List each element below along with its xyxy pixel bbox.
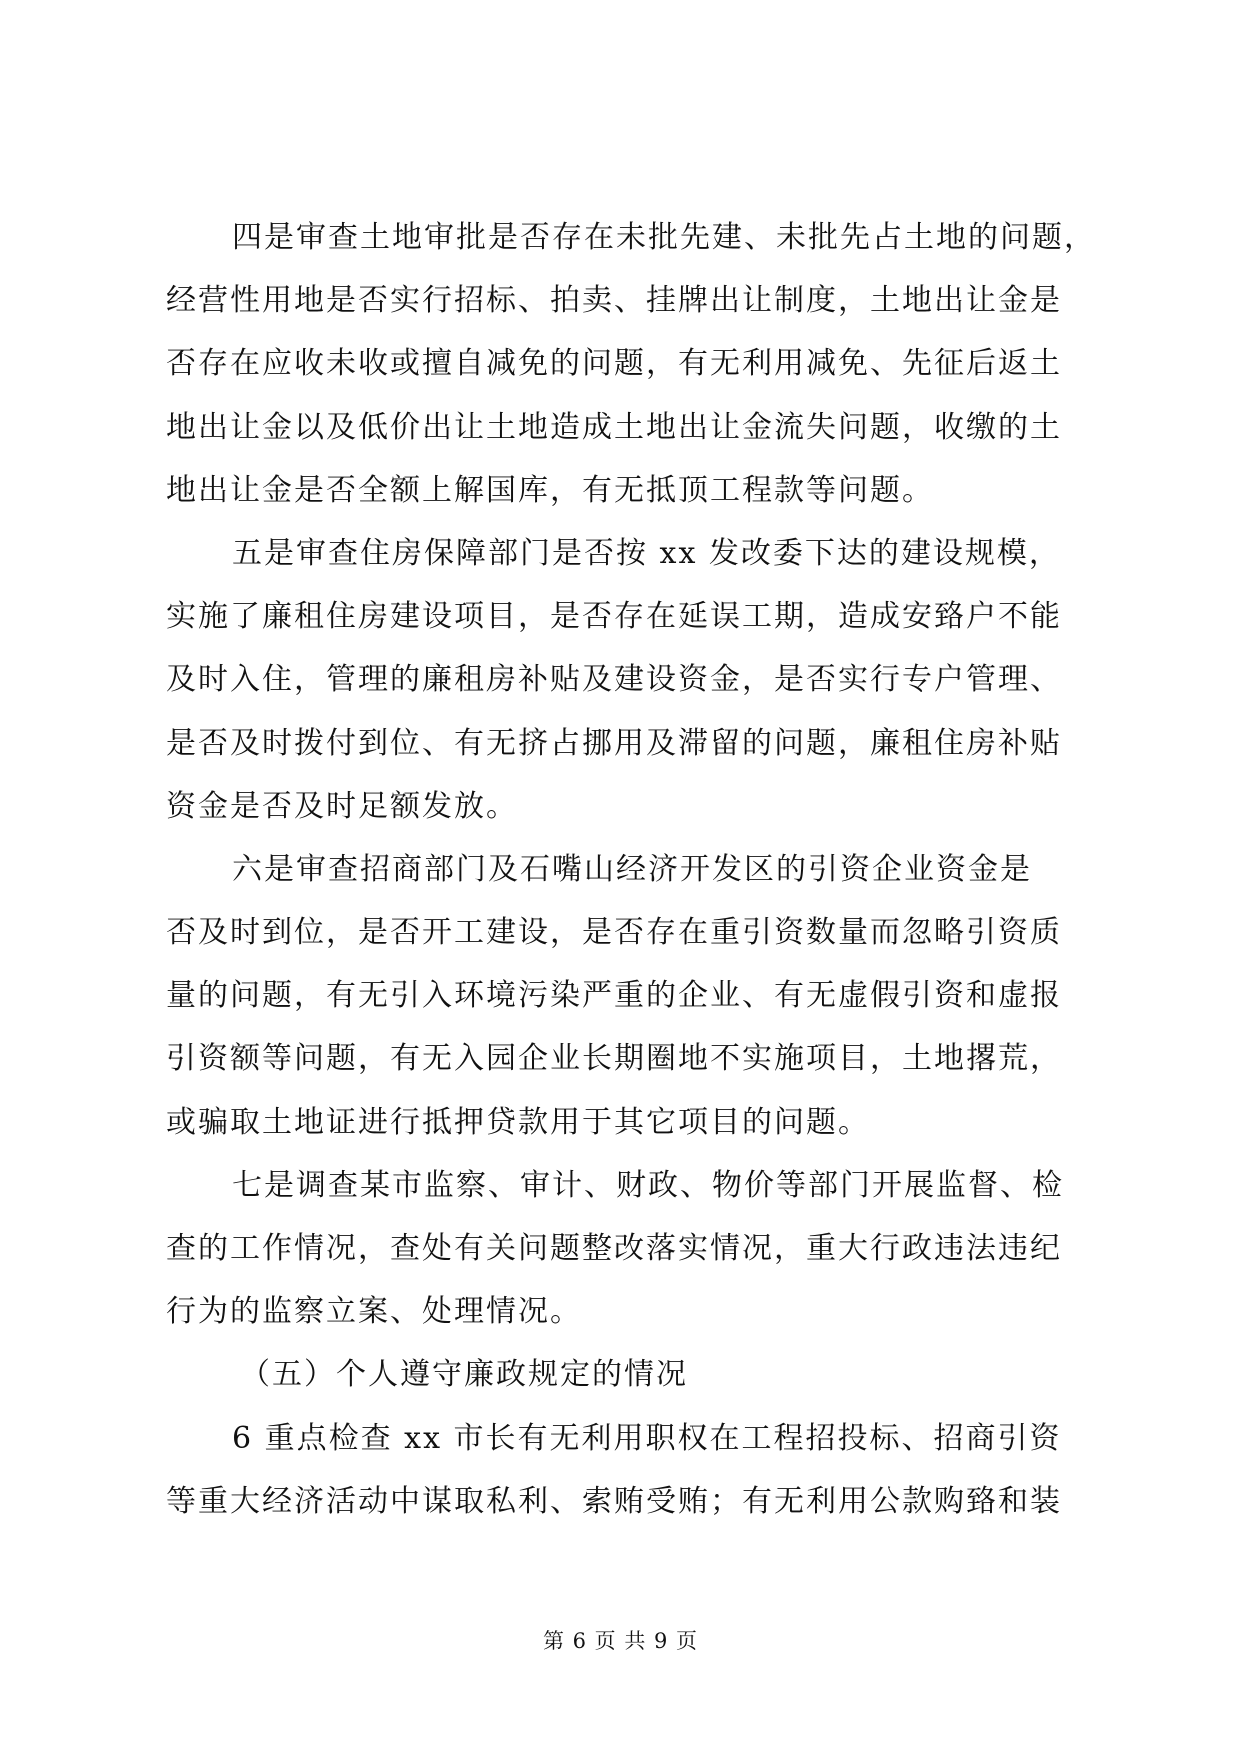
- text-line: 否存在应收未收或擅自减免的问题，有无利用减免、先征后返土: [166, 346, 1062, 382]
- text-line: 或骗取土地证进行抵押贷款用于其它项目的问题。: [166, 1104, 870, 1140]
- text-line: 六是审查招商部门及石嘴山经济开发区的引资企业资金是: [232, 851, 1032, 887]
- text-line: 行为的监察立案、处理情况。: [166, 1294, 582, 1330]
- section-heading: （五）个人遵守廉政规定的情况: [240, 1357, 688, 1393]
- paragraph-supervision-investigation: [166, 1154, 1076, 1344]
- text-line: 地出让金以及低价出让土地造成土地出让金流失问题，收缴的土: [166, 409, 1062, 445]
- text-line: 资金是否及时足额发放。: [166, 788, 518, 824]
- text-line: 等重大经济活动中谋取私利、索贿受贿；有无利用公款购臵和装: [166, 1483, 1062, 1519]
- text-line: 引资额等问题，有无入园企业长期圈地不实施项目，土地撂荒，: [166, 1041, 1062, 1077]
- page-number-footer: 第 6 页 共 9 页: [542, 1629, 699, 1653]
- text-line: 及时入住，管理的廉租房补贴及建设资金，是否实行专户管理、: [166, 662, 1062, 698]
- text-line: 量的问题，有无引入环境污染严重的企业、有无虚假引资和虚报: [166, 978, 1062, 1014]
- text-line: 七是调查某市监察、审计、财政、物价等部门开展监督、检: [232, 1167, 1064, 1203]
- text-line: 四是审查土地审批是否存在未批先建、未批先占土地的问题，: [232, 220, 1096, 255]
- paragraph-personal-integrity: [166, 1407, 1076, 1533]
- text-line: 经营性用地是否实行招标、拍卖、挂牌出让制度，土地出让金是: [166, 283, 1062, 319]
- text-line: 6 重点检查 xx 市长有无利用职权在工程招投标、招商引资: [232, 1420, 1062, 1456]
- text-line: 是否及时拨付到位、有无挤占挪用及滞留的问题，廉租住房补贴: [166, 725, 1062, 761]
- text-line: 否及时到位，是否开工建设，是否存在重引资数量而忽略引资质: [166, 915, 1062, 951]
- text-line: 实施了廉租住房建设项目，是否存在延误工期，造成安臵户不能: [166, 599, 1062, 635]
- text-line: 五是审查住房保障部门是否按 xx 发改委下达的建设规模，: [232, 535, 1061, 571]
- paragraph-housing-security: [166, 522, 1076, 838]
- paragraph-land-approval: [166, 206, 1096, 522]
- document-body: [166, 206, 1096, 1533]
- text-line: 查的工作情况，查处有关问题整改落实情况，重大行政违法违纪: [166, 1231, 1062, 1266]
- paragraph-investment-attraction: [166, 838, 1076, 1154]
- text-line: 地出让金是否全额上解国库，有无抵顶工程款等问题。: [166, 472, 934, 508]
